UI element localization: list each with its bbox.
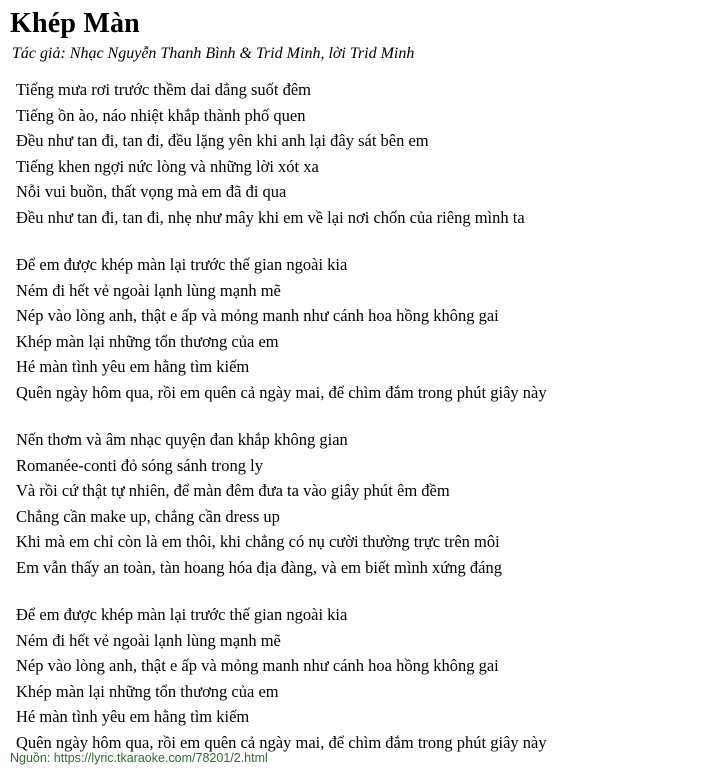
lyrics-line: Tiếng ồn ào, náo nhiệt khắp thành phố quen xyxy=(16,105,306,125)
lyrics-line: Ném đi hết vẻ ngoài lạnh lùng mạnh mẽ xyxy=(16,280,281,300)
lyrics-line: Quên ngày hôm qua, rồi em quên cả ngày mai, để chìm đắm trong phút giây này xyxy=(16,382,547,402)
lyrics-line: Nỗi vui buồn, thất vọng mà em đã đi qua xyxy=(16,182,287,202)
lyrics-line: Để em được khép màn lại trước thế gian ngoài kia xyxy=(16,605,348,625)
lyrics-line: Quên ngày hôm qua, rồi em quên cả ngày mai, để chìm đắm trong phút giây này xyxy=(16,732,547,752)
lyrics-line: Khép màn lại những tổn thương của em xyxy=(16,681,279,701)
page-title: Khép Màn xyxy=(10,8,140,39)
lyrics-line: Đều như tan đi, tan đi, đều lặng yên khi anh lại đây sát bên em xyxy=(16,131,429,151)
lyrics-body xyxy=(10,77,692,755)
source-label: Nguồn: xyxy=(10,751,51,765)
lyrics-stanza xyxy=(10,252,692,405)
lyrics-stanza xyxy=(10,427,692,580)
lyrics-line: Nến thơm và âm nhạc quyện đan khắp không gian xyxy=(16,430,348,450)
lyrics-line: Hé màn tình yêu em hằng tìm kiếm xyxy=(16,707,250,727)
lyrics-line: Và rồi cứ thật tự nhiên, để màn đêm đưa ta vào giây phút êm đềm xyxy=(16,481,450,501)
lyrics-line: Tiếng khen ngợi nức lòng và những lời xót xa xyxy=(16,156,319,176)
source-link[interactable]: https://lyric.tkaraoke.com/78201/2.html xyxy=(53,751,268,765)
lyrics-line: Nép vào lòng anh, thật e ấp và mỏng manh như cánh hoa hồng không gai xyxy=(16,306,499,326)
lyrics-line: Nép vào lòng anh, thật e ấp và mỏng manh như cánh hoa hồng không gai xyxy=(16,656,499,676)
lyrics-line: Em vẫn thấy an toàn, tàn hoang hóa địa đàng, và em biết mình xứng đáng xyxy=(16,557,502,577)
lyrics-line: Chẳng cần make up, chẳng cần dress up xyxy=(16,506,280,526)
lyrics-line: Khép màn lại những tổn thương của em xyxy=(16,331,279,351)
song-author: Tác giả: Nhạc Nguyễn Thanh Bình & Trid Minh, lời Trid Minh xyxy=(12,45,415,63)
lyrics-line: Khi mà em chỉ còn là em thôi, khi chẳng có nụ cười thường trực trên môi xyxy=(16,532,500,552)
lyrics-stanza xyxy=(10,77,692,230)
lyrics-line: Tiếng mưa rơi trước thềm dai dẳng suốt đêm xyxy=(16,80,312,100)
lyrics-stanza xyxy=(10,602,692,755)
source-credit xyxy=(10,751,268,765)
lyrics-line: Để em được khép màn lại trước thế gian ngoài kia xyxy=(16,255,348,275)
lyrics-line: Đều như tan đi, tan đi, nhẹ như mây khi em về lại nơi chốn của riêng mình ta xyxy=(16,207,525,227)
lyrics-line: Ném đi hết vẻ ngoài lạnh lùng mạnh mẽ xyxy=(16,630,281,650)
lyrics-line: Hé màn tình yêu em hằng tìm kiếm xyxy=(16,357,250,377)
lyrics-line: Romanée-conti đỏ sóng sánh trong ly xyxy=(16,455,264,475)
